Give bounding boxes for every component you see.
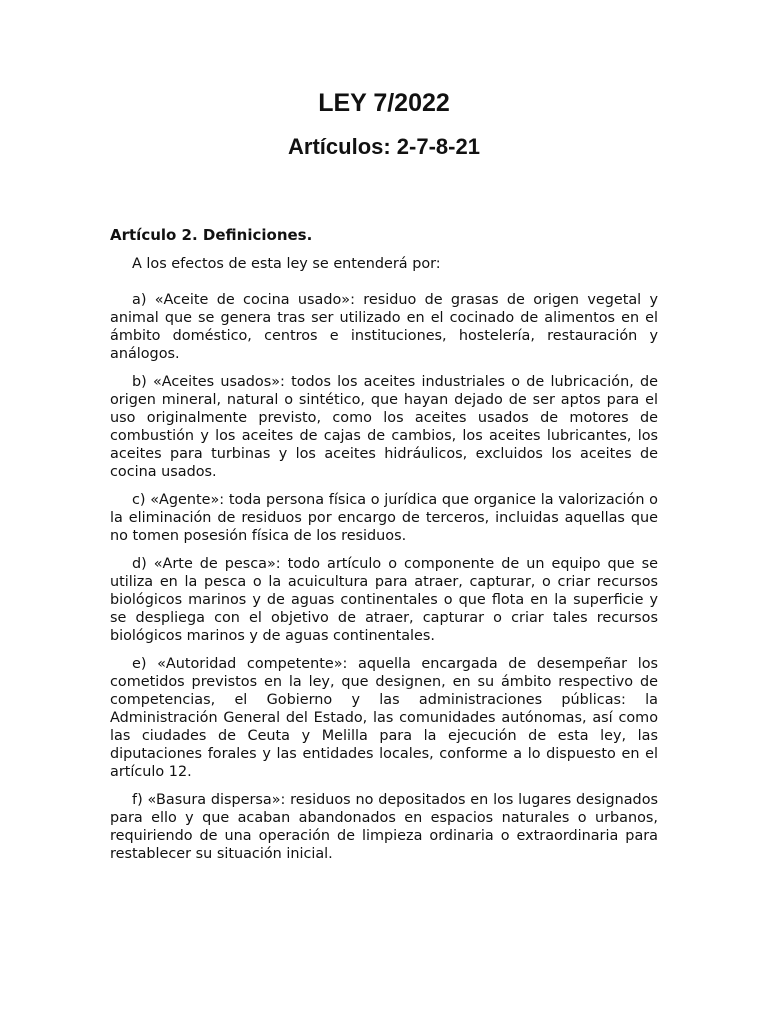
- article-body: [110, 225, 658, 873]
- definition-item: d) «Arte de pesca»: todo artículo o componente de un equipo que se utiliza en la pesca o la acuicultura para atraer, capturar, o criar recursos biológicos marinos y de aguas continentales o que flota en la superficie y se despliega con el objetivo de atraer, capturar o criar tales recursos biológicos marinos y de aguas continentales.: [110, 556, 658, 644]
- document-subtitle: Artículos: 2-7-8-21: [288, 134, 480, 159]
- article-heading: Artículo 2. Definiciones.: [110, 226, 313, 244]
- definition-item: f) «Basura dispersa»: residuos no depositados en los lugares designados para ello y que acaban abandonados en espacios naturales o urbanos, requiriendo de una operación de limpieza ordinaria o extraordinaria para restablecer su situación inicial.: [110, 792, 658, 862]
- definition-item: c) «Agente»: toda persona física o jurídica que organice la valorización o la eliminación de residuos por encargo de terceros, incluidas aquellas que no tomen posesión física de los residuos.: [110, 492, 658, 544]
- definition-item: b) «Aceites usados»: todos los aceites industriales o de lubricación, de origen mineral, natural o sintético, que hayan dejado de ser aptos para el uso originalmente previsto, como los aceites usados de motores de combustión y los aceites de cajas de cambios, los aceites lubricantes, los aceites para turbinas y los aceites hidráulicos, excluidos los aceites de cocina usados.: [110, 374, 658, 480]
- article-intro: A los efectos de esta ley se entenderá por:: [132, 256, 441, 272]
- definition-item: a) «Aceite de cocina usado»: residuo de grasas de origen vegetal y animal que se genera tras ser utilizado en el cocinado de alimentos en el ámbito doméstico, centros e instituciones, hostelería, restauración y análogos.: [110, 292, 658, 362]
- definition-item: e) «Autoridad competente»: aquella encargada de desempeñar los cometidos previstos en la ley, que designen, en su ámbito respectivo de competencias, el Gobierno y las administraciones públicas: la Administración General del Estado, las comunidades autónomas, así como las ciudades de Ceuta y Melilla para la ejecución de esta ley, las diputaciones forales y las entidades locales, conforme a lo dispuesto en el artículo 12.: [110, 656, 658, 780]
- document-title: LEY 7/2022: [318, 89, 450, 117]
